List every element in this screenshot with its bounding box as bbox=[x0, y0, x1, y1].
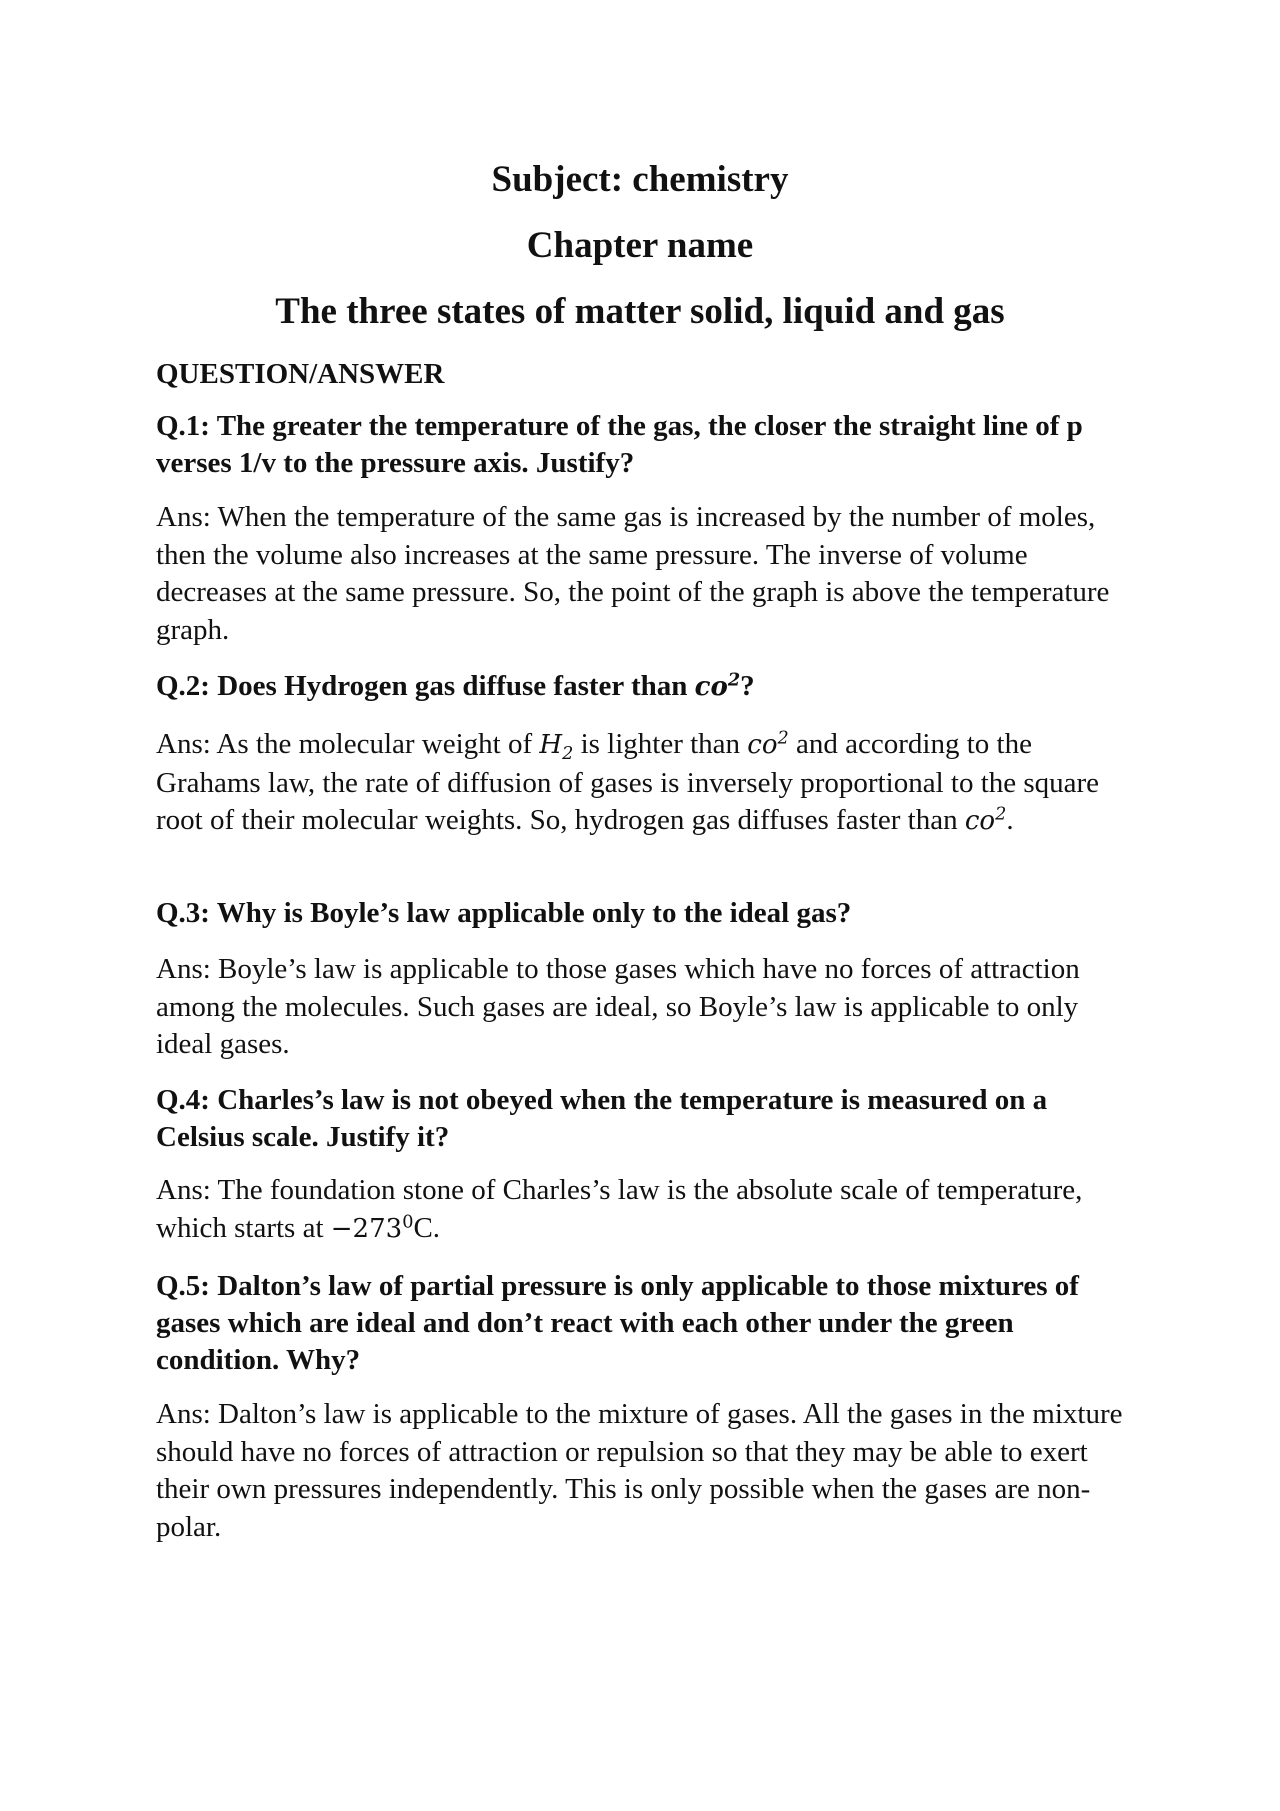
question-2: Q.2: Does Hydrogen gas diffuse faster than $co^2$? bbox=[156, 669, 755, 702]
co2-formula: $co^2$ bbox=[747, 728, 789, 760]
co2-formula: $co^2$ bbox=[964, 804, 1007, 836]
question-2-text: Q.2: Does Hydrogen gas diffuse faster than bbox=[156, 670, 695, 702]
temperature-value: $-273^0$ bbox=[330, 1211, 414, 1244]
question-5: Q.5: Dalton’s law of partial pressure is only applicable to those mixtures of gases which are ideal and don’t react with each other under the green condition. Why? bbox=[156, 1270, 1079, 1376]
subject-heading: Subject: chemistry bbox=[491, 159, 789, 200]
answer-2: Ans: As the molecular weight of $H_2$ is lighter than $co^2$ and according to the Grahams law, the rate of diffusion of gases is inversely proportional to the square root of their molecular weights. So, hydrogen gas diffuses faster than $co^2$. bbox=[156, 728, 1100, 836]
answer-5: Ans: Dalton’s law is applicable to the mixture of gases. All the gases in the mixture should have no forces of attraction or repulsion so that they may be able to exert their own pressures independently. This is only possible when the gases are non-polar. bbox=[156, 1398, 1123, 1543]
answer-4: Ans: The foundation stone of Charles’s law is the absolute scale of temperature, which starts at $-273^0C$. bbox=[156, 1174, 1083, 1244]
answer-3: Ans: Boyle’s law is applicable to those gases which have no forces of attraction among the molecules. Such gases are ideal, so Boyle’s law is applicable to only ideal gases. bbox=[156, 953, 1080, 1060]
question-3: Q.3: Why is Boyle’s law applicable only to the ideal gas? bbox=[156, 897, 852, 929]
h2-formula: $H_2$ bbox=[539, 730, 574, 765]
co2-formula: $co^2$ bbox=[694, 669, 741, 702]
section-heading: QUESTION/ANSWER bbox=[156, 358, 445, 390]
chapter-title: The three states of matter solid, liquid and gas bbox=[275, 291, 1005, 332]
chapter-label: Chapter name bbox=[526, 225, 754, 266]
answer-1: Ans: When the temperature of the same gas is increased by the number of moles, then the volume also increases at the same pressure. The inverse of volume decreases at the same pressure. So, the point of the graph is above the temperature graph. bbox=[156, 501, 1110, 646]
question-4: Q.4: Charles’s law is not obeyed when the temperature is measured on a Celsius scale. Justify it? bbox=[156, 1084, 1048, 1153]
question-1: Q.1: The greater the temperature of the gas, the closer the straight line of p verses 1/v to the pressure axis. Justify? bbox=[156, 410, 1083, 479]
